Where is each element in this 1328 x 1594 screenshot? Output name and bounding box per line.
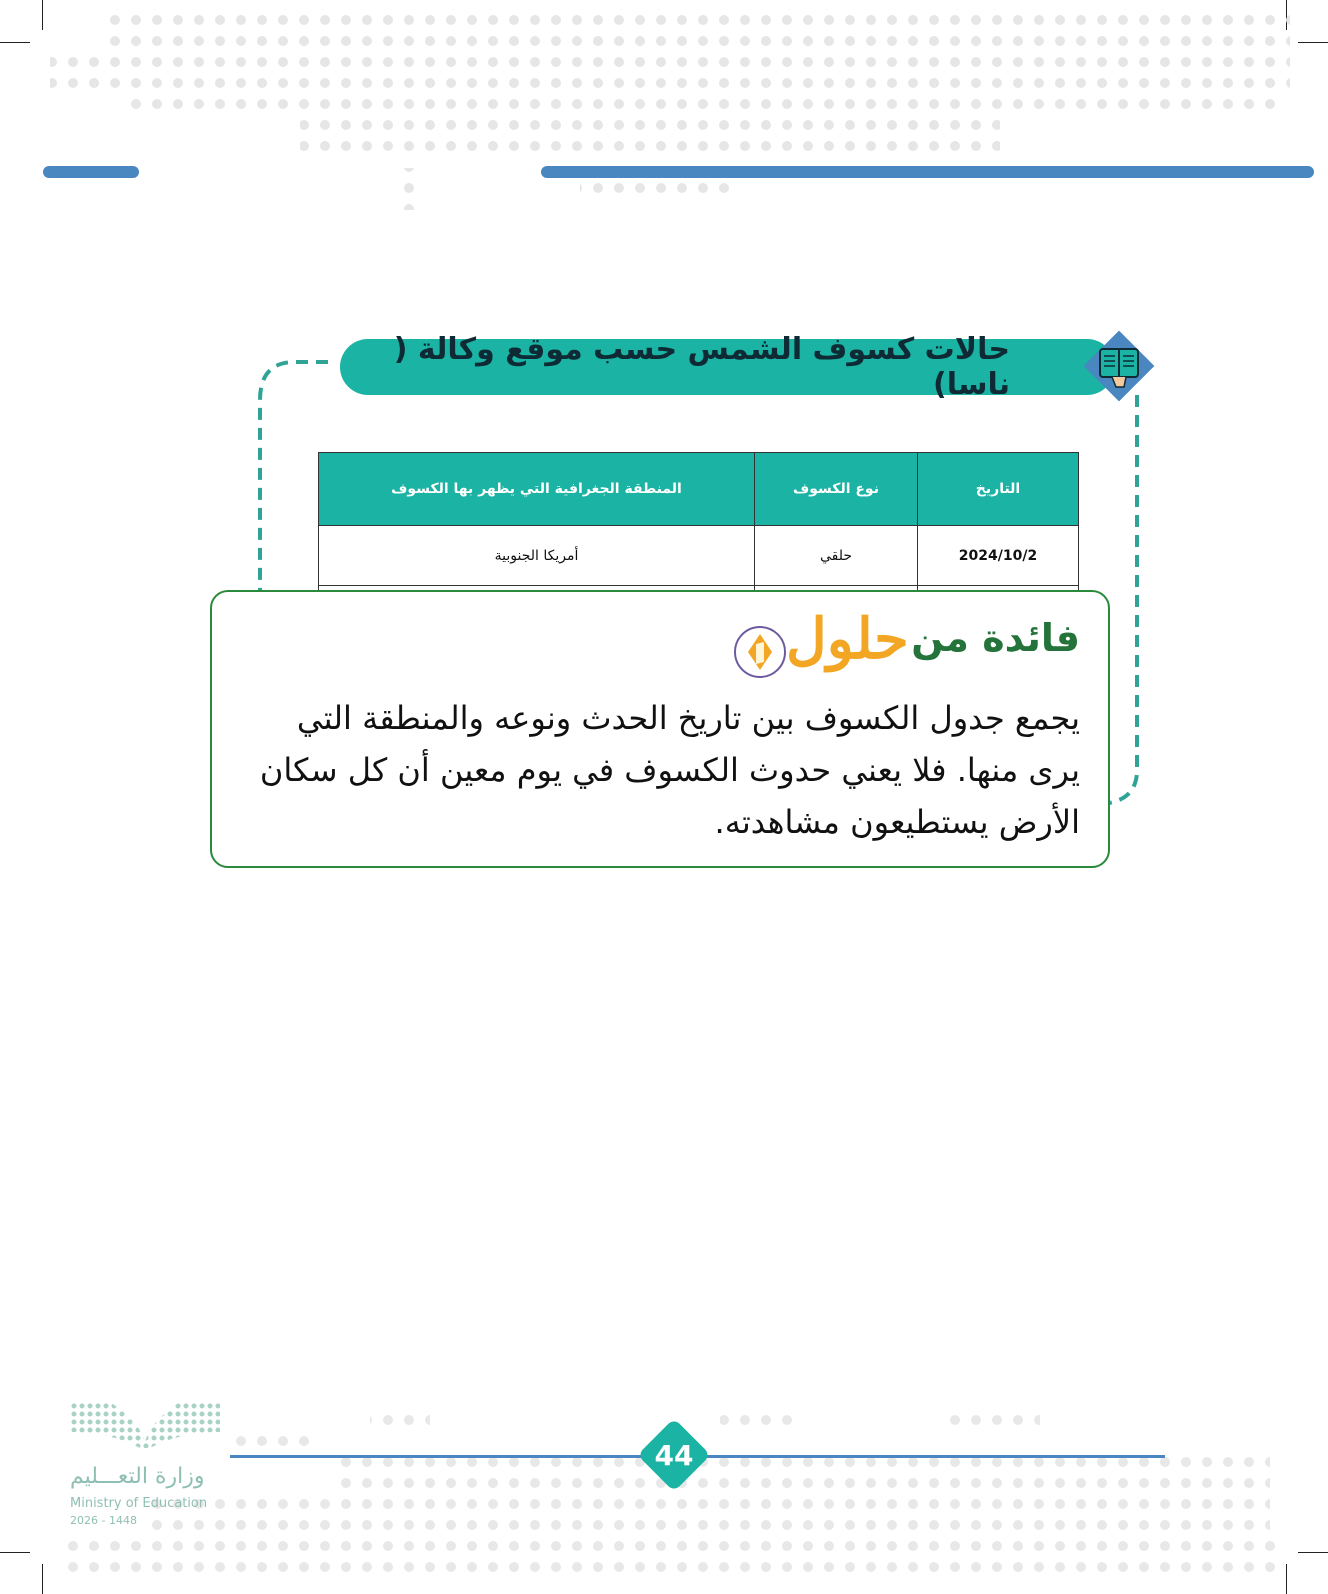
ministry-name-en: Ministry of Education [70, 1496, 208, 1511]
table-header-type: نوع الكسوف [755, 453, 918, 526]
table-cell-region: أمريكا الجنوبية [319, 526, 755, 586]
header-dot-pattern [0, 10, 1328, 210]
section-title-text: حالات كسوف الشمس حسب موقع وكالة ( ناسا) [393, 332, 1010, 402]
ministry-name-ar: وزارة التعـــليم [70, 1464, 205, 1489]
note-heading: فائدة من [911, 616, 1080, 660]
hulul-logo-text: حلول [786, 606, 909, 672]
header-accent-bar-right [541, 166, 1314, 178]
table-cell-date: 2024/10/2 [918, 526, 1079, 586]
page-number-badge [634, 1415, 714, 1495]
table-header-date: التاريخ [918, 453, 1079, 526]
ministry-logo [70, 1402, 230, 1532]
reading-book-icon [1078, 325, 1160, 407]
note-card [210, 590, 1110, 868]
note-text: يجمع جدول الكسوف بين تاريخ الحدث ونوعه والمنطقة التي يرى منها. فلا يعني حدوث الكسوف في يوم معين أن كل سكان الأرض يستطيعون مشاهدته. [259, 699, 1080, 841]
ministry-year: 2026 - 1448 [70, 1514, 137, 1527]
table-header-region: المنطقة الجغرافية التي يظهر بها الكسوف [319, 453, 755, 526]
table-row [319, 526, 1079, 586]
ministry-logo-dots-icon [70, 1402, 220, 1452]
section-title [340, 332, 1115, 402]
header-accent-bar-left [43, 166, 139, 178]
table-cell-type: حلقي [755, 526, 918, 586]
hulul-logo-icon [732, 624, 788, 680]
table-header-row [319, 453, 1079, 526]
page-number: 44 [654, 1438, 694, 1472]
